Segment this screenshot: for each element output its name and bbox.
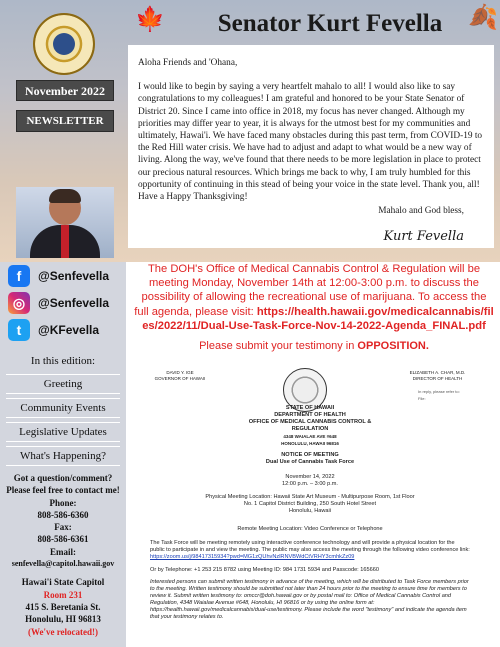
phone-label: Phone: (49, 497, 77, 508)
notice-subtitle: Dual Use of Cannabis Task Force (265, 459, 355, 465)
office-city: Honolulu, HI 96813 (25, 614, 101, 625)
autumn-leaf-icon: 🍁 (135, 7, 165, 33)
letter-signoff: Mahalo and God bless, (378, 206, 464, 217)
testimony-paragraph: Interested persons can submit written testimony in advance of the meeting, which will be distributed to Task Force members prior to the meeting. Written testimony should be submitted not later than 24 hours prior to the meeting to ensure time for members to review it. Submit written testimony to: omccr@doh.hawaii.gov or by postal mail to: Office of Medical Cannabis Control and Regulation, 4348 Waialae Avenue #648, Honolulu, HI 96816 or by using the online form at: https://health.hawaii.gov/medicalcannabis/dual-use/testimony. Please include the word "testimony" and indicate the agenda item that your testimony relates to. (150, 579, 469, 620)
meeting-datetime (150, 474, 470, 488)
phone-line: Or by Telephone: +1 253 215 8782 using Meeting ID: 984 1731 5934 and Passcode: 165660 (150, 567, 379, 573)
dept-line: REGULATION (291, 426, 329, 432)
email-label: Email: (50, 546, 76, 557)
social-handle: @Senfevella (38, 269, 110, 283)
dept-line: 4348 WAIALAE AVE #648 (283, 434, 337, 439)
social-facebook[interactable] (8, 265, 109, 287)
office-label: Hawai'i State Capitol (21, 577, 105, 588)
physical-city: Honolulu, Hawaii (289, 508, 331, 514)
greeting-letter (128, 45, 494, 248)
meeting-time: 12:00 p.m. – 3:00 p.m. (282, 481, 338, 487)
senate-seal-logo (33, 13, 95, 75)
edition-item-greeting[interactable]: Greeting (6, 374, 120, 394)
letter-greeting: Aloha Friends and 'Ohana, (138, 58, 238, 68)
social-handle: @KFevella (38, 323, 100, 337)
dept-line: OFFICE OF MEDICAL CANNABIS CONTROL & (248, 419, 372, 425)
testimony-prefix: Please submit your testimony in (199, 340, 358, 352)
autumn-leaf-icon: 🍂 (468, 5, 498, 31)
cannabis-announcement (134, 262, 494, 333)
relocated-note: (We've relocated!) (27, 626, 99, 637)
edition-heading: In this edition: (30, 355, 96, 367)
department-heading (150, 405, 470, 447)
remote-text: The Task Force will be meeting remotely using interactive conference technology and will provide a physical location for the public to participate in and view the meeting. The public may also access the meeting through the following video conference link: (150, 540, 470, 553)
physical-location-block (150, 494, 470, 515)
newsletter-badge: NEWSLETTER (16, 110, 114, 132)
edition-item-legislative-updates[interactable]: Legislative Updates (6, 422, 120, 442)
contact-block (0, 472, 126, 638)
announcement-text: The DOH's Office of Medical Cannabis Control & Regulation will be meeting Monday, November 14th at 12:00-3:00 p.m. to discuss the possibility of allowing the recreational use of marijuana. To access the full agenda, please visit: (134, 263, 487, 318)
director-header: ELIZABETH A. CHAR, M.D. DIRECTOR OF HEALTH (409, 370, 466, 381)
physical-address: No. 1 Capitol District Building, 250 South Hotel Street (243, 501, 377, 507)
zoom-link[interactable]: https://zoom.us/j/98417315934?pwd=MG1zQUhvNzlRNVBWdCtVRHY3cmhkZz09 (150, 554, 355, 560)
office-street: 415 S. Beretania St. (25, 601, 101, 612)
edition-item-community-events[interactable]: Community Events (6, 398, 120, 418)
dept-line: DEPARTMENT OF HEALTH (274, 412, 346, 418)
letter-closing: Have a Happy Thanksgiving! (138, 192, 248, 203)
page-title: Senator Kurt Fevella (217, 10, 443, 37)
issue-date-badge: November 2022 (16, 80, 114, 101)
senator-photo (16, 187, 114, 258)
remote-location: Remote Meeting Location: Video Conference or Telephone (237, 526, 383, 532)
dept-line: HONOLULU, HAWAII 96816 (281, 441, 339, 446)
agenda-link[interactable]: https://health.hawaii.gov/medicalcannabis/files/2022/11/Dual-Use-Task-Force-Nov-14-2022-Agenda_FINAL.pdf (142, 305, 494, 332)
remote-paragraph (150, 540, 470, 561)
phone-number[interactable]: 808-586-6360 (37, 509, 89, 520)
office-room: Room 231 (43, 589, 83, 600)
signature: Kurt Fevella (383, 229, 464, 245)
meeting-notice-document (150, 360, 470, 647)
letter-body: I would like to begin by saying a very heartfelt mahalo to all! I would also like to say congratulations to my colleagues! I am grateful and honored to be your State Senator of District 20. Since I came into office in 2018, my focus has never changed. Although my priorities may differ year to year, it is always for the utmost best for my communities and ultimately, Hawai'i. We have faced many obstacles during this past term, from COVID-19 to the Red Hill water crisis. We have had to adjust and adapt to what would be a new way of living. Along the way, we've found that there needs to be more legislation in place to protect our precious natural resources. Which brings me back to why, I am truly humbled for this opportunity of continuing in this stead of being your voice in the state level. Thank you, all! (138, 82, 483, 190)
notice-title: NOTICE OF MEETING (281, 452, 339, 458)
instagram-icon: ◎ (8, 292, 30, 314)
facebook-icon: f (8, 265, 30, 287)
physical-location: Physical Meeting Location: Hawaii State Art Museum - Multipurpose Room, 1st Floor (205, 494, 415, 500)
edition-item-whats-happening[interactable]: What's Happening? (6, 446, 120, 466)
dept-line: STATE OF HAWAII (285, 405, 335, 411)
testimony-callout (134, 340, 494, 352)
meeting-date: November 14, 2022 (285, 474, 335, 480)
social-handle: @Senfevella (38, 296, 110, 310)
twitter-icon: t (8, 319, 30, 341)
notice-title-block (150, 452, 470, 466)
email-address[interactable]: senfevella@capitol.hawaii.gov (11, 559, 115, 569)
fax-number: 808-586-6361 (37, 534, 89, 545)
contact-prompt: Got a question/comment? Please feel free to contact me! (6, 473, 120, 496)
reply-reference: In reply, please refer to: File: (418, 389, 460, 401)
fax-label: Fax: (54, 522, 72, 533)
opposition-emphasis: OPPOSITION. (357, 340, 429, 352)
governor-header: DAVID Y. IGE GOVERNOR OF HAWAII (154, 370, 206, 381)
social-twitter[interactable] (8, 319, 99, 341)
social-instagram[interactable] (8, 292, 109, 314)
